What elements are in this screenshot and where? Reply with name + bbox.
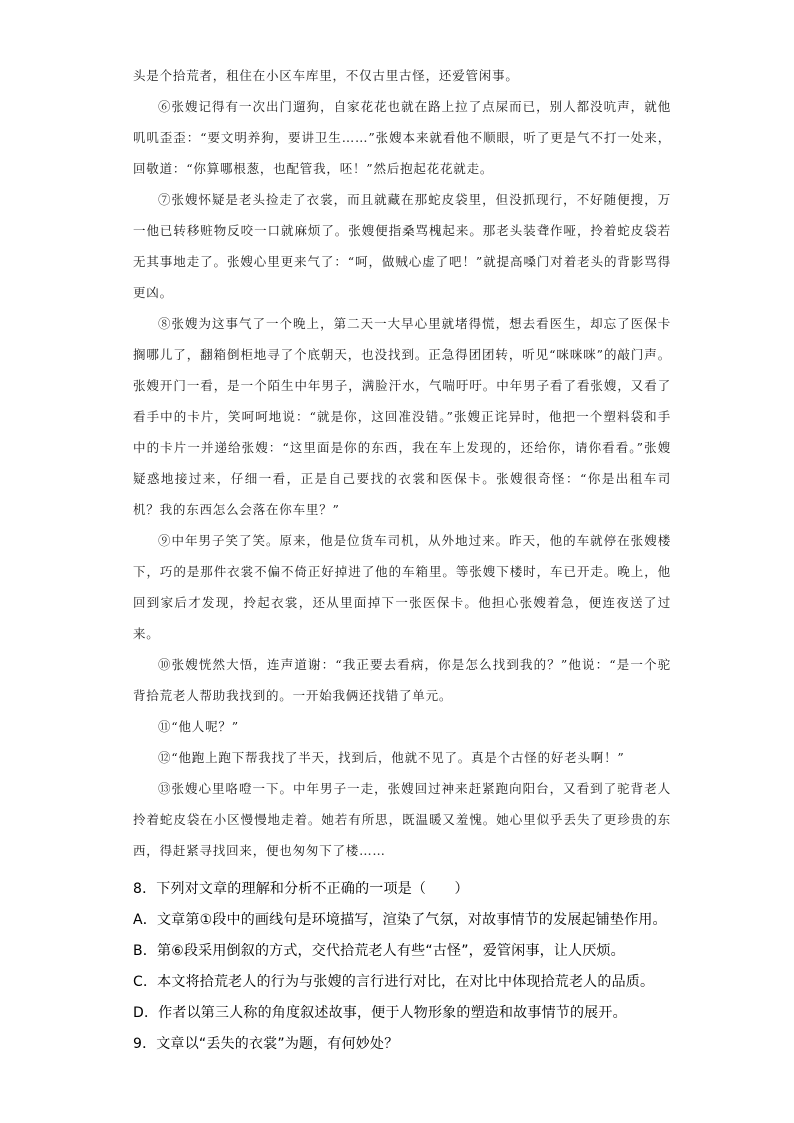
- paragraph-5-end: 头是个拾荒者，租住在小区车库里，不仅古里古怪，还爱管闲事。: [133, 68, 519, 83]
- paragraph-6: ⑥张嫂记得有一次出门遛狗，自家花花也就在路上拉了点屎而已，别人都没吭声，就他叽叽歪歪：“要文明养狗，要讲卫生……”张嫂本来就看他不顺眼，听了更是气不打一处来，回敬道：“你算哪根葱，也配管我，呸！”然后抱起花花就走。: [133, 99, 671, 176]
- question-8-option-c: C．本文将拾荒老人的行为与张嫂的言行进行对比，在对比中体现拾荒老人的品质。: [133, 974, 655, 990]
- paragraph-10: ⑩张嫂恍然大悟，连声道谢：“我正要去看病，你是怎么找到我的？”他说：“是一个驼背拾荒老人帮助我找到的。一开始我俩还找错了单元。: [133, 657, 671, 703]
- question-9-stem: 9．文章以“丢失的衣裳”为题，有何妙处？: [133, 1036, 399, 1052]
- question-section: [133, 874, 693, 1060]
- question-8-stem: 8．下列对文章的理解和分析不正确的一项是（ ）: [133, 881, 469, 897]
- reading-passage: [133, 60, 671, 866]
- paragraph-11: ⑪“他人呢？”: [158, 719, 239, 734]
- question-8-option-a: A．文章第①段中的画线句是环境描写，渲染了气氛，对故事情节的发展起铺垫作用。: [133, 912, 667, 928]
- question-8-option-b: B．第⑥段采用倒叙的方式，交代拾荒老人有些“古怪”，爱管闲事，让人厌烦。: [133, 943, 625, 959]
- paragraph-13: ⑬张嫂心里咯噔一下。中年男子一走，张嫂回过神来赶紧跑向阳台，又看到了驼背老人拎着蛇皮袋在小区慢慢地走着。她若有所思，既温暖又羞愧。她心里似乎丢失了更珍贵的东西，得赶紧寻找回来，便也匆匆下了楼……: [133, 781, 671, 858]
- paragraph-9: ⑨中年男子笑了笑。原来，他是位货车司机，从外地过来。昨天，他的车就停在张嫂楼下，巧的是那件衣裳不偏不倚正好掉进了他的车箱里。等张嫂下楼时，车已开走。晚上，他回到家后才发现，拎起衣裳，还从里面掉下一张医保卡。他担心张嫂着急，便连夜送了过来。: [133, 533, 671, 641]
- paragraph-12: ⑫“他跑上跑下帮我找了半天，找到后，他就不见了。真是个古怪的好老头啊！”: [158, 750, 625, 765]
- paragraph-7: ⑦张嫂怀疑是老头捡走了衣裳，而且就藏在那蛇皮袋里，但没抓现行，不好随便搜，万一他已转移赃物反咬一口就麻烦了。张嫂便指桑骂槐起来。那老头装聋作哑，拎着蛇皮袋若无其事地走了。张嫂心里更来气了：“呵，做贼心虚了吧！”就提高嗓门对着老头的背影骂得更凶。: [133, 192, 671, 300]
- paragraph-8: ⑧张嫂为这事气了一个晚上，第二天一大早心里就堵得慌，想去看医生，却忘了医保卡搁哪儿了，翻箱倒柜地寻了个底朝天，也没找到。正急得团团转，听见“咪咪咪”的敲门声。张嫂开门一看，是一个陌生中年男子，满脸汗水，气喘吁吁。中年男子看了看张嫂，又看了看手中的卡片，笑呵呵地说：“就是你，这回准没错。”张嫂正诧异时，他把一个塑料袋和手中的卡片一并递给张嫂：“这里面是你的东西，我在车上发现的，还给你，请你看看。”张嫂疑惑地接过来，仔细一看，正是自己要找的衣裳和医保卡。张嫂很奇怪：“你是出租车司机？我的东西怎么会落在你车里？”: [133, 316, 671, 517]
- question-8-option-d: D．作者以第三人称的角度叙述故事，便于人物形象的塑造和故事情节的展开。: [133, 1005, 627, 1021]
